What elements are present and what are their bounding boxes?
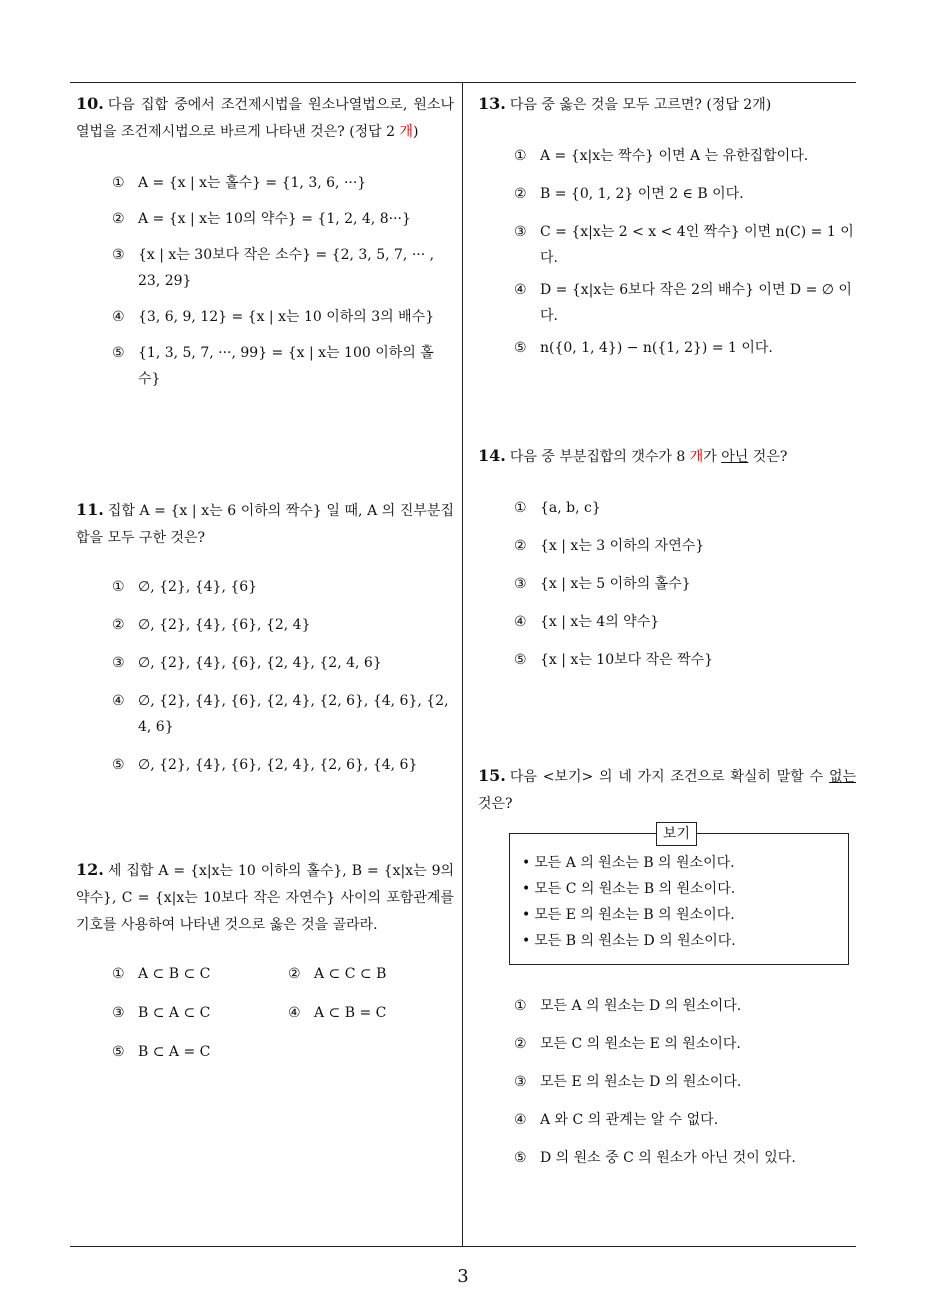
- answer-options: [112, 170, 454, 392]
- top-rule: [70, 82, 856, 83]
- question-11-prompt: 11. 집합 A = {x | x는 6 이하의 짝수} 일 때, A 의 진부분집합을 모두 구한 것은?: [76, 500, 454, 546]
- answer-option-3[interactable]: ③ ∅, {2}, {4}, {6}, {2, 4}, {2, 4, 6}: [112, 655, 382, 671]
- answer-options: [112, 961, 454, 1065]
- answer-options: [112, 574, 454, 778]
- question-11: [76, 496, 454, 778]
- answer-option-2[interactable]: ② {x | x는 3 이하의 자연수}: [514, 538, 705, 554]
- answer-option-3[interactable]: ③ C = {x|x는 2 < x < 4인 짝수} 이면 n(C) = 1 이다.: [514, 224, 854, 266]
- answer-option-5[interactable]: ⑤ {x | x는 10보다 작은 짝수}: [514, 652, 714, 668]
- question-number: 13.: [478, 94, 506, 113]
- answer-option-4[interactable]: ④ {x | x는 4의 약수}: [514, 614, 660, 630]
- question-14: [478, 442, 856, 673]
- answer-option-3[interactable]: ③ {x | x는 5 이하의 홀수}: [514, 576, 691, 592]
- question-10-prompt: 10. 다음 집합 중에서 조건제시법을 원소나열법으로, 원소나열법을 조건제시법으로 바르게 나타낸 것은? (정답 2 개): [76, 94, 454, 140]
- question-number: 15.: [478, 766, 506, 785]
- answer-options: [514, 495, 856, 673]
- answer-option-3[interactable]: ③ 모든 E 의 원소는 D 의 원소이다.: [514, 1074, 742, 1090]
- answer-option-5[interactable]: ⑤ n({0, 1, 4}) − n({1, 2}) = 1 이다.: [514, 340, 773, 356]
- answer-option-2[interactable]: ② A ⊂ C ⊂ B: [288, 966, 387, 982]
- page-number: 3: [457, 1266, 469, 1287]
- answer-option-1[interactable]: ① A = {x|x는 짝수} 이면 A 는 유한집합이다.: [514, 148, 809, 164]
- bogi-condition: • 모든 C 의 원소는 B 의 원소이다.: [522, 876, 848, 902]
- answer-option-2[interactable]: ② 모든 C 의 원소는 E 의 원소이다.: [514, 1036, 741, 1052]
- answer-option-2[interactable]: ② B = {0, 1, 2} 이면 2 ∈ B 이다.: [514, 186, 744, 202]
- answer-option-2[interactable]: ② ∅, {2}, {4}, {6}, {2, 4}: [112, 617, 311, 633]
- answer-option-3[interactable]: ③ {x | x는 30보다 작은 소수} = {2, 3, 5, 7, ··· , 23, 29}: [112, 247, 435, 289]
- bogi-title: 보기: [656, 822, 697, 846]
- bogi-condition: • 모든 E 의 원소는 B 의 원소이다.: [522, 902, 848, 928]
- answer-option-5[interactable]: ⑤ B ⊂ A = C: [112, 1044, 211, 1060]
- answer-option-4[interactable]: ④ A ⊂ B = C: [288, 1005, 387, 1021]
- question-13: [478, 90, 856, 361]
- answer-option-4[interactable]: ④ D = {x|x는 6보다 작은 2의 배수} 이면 D = ∅ 이다.: [514, 282, 852, 324]
- answer-option-4[interactable]: ④ ∅, {2}, {4}, {6}, {2, 4}, {2, 6}, {4, 6}, {2, 4, 6}: [112, 693, 449, 735]
- bogi-conditions: [510, 834, 848, 954]
- answer-option-3[interactable]: ③ B ⊂ A ⊂ C: [112, 1005, 211, 1021]
- answer-option-5[interactable]: ⑤ D 의 원소 중 C 의 원소가 아닌 것이 있다.: [514, 1150, 796, 1166]
- answer-option-1[interactable]: ① {a, b, c}: [514, 500, 601, 516]
- question-12: [76, 856, 454, 1065]
- answer-option-1[interactable]: ① ∅, {2}, {4}, {6}: [112, 579, 258, 595]
- bottom-rule: [70, 1246, 856, 1247]
- question-13-prompt: 13. 다음 중 옳은 것을 모두 고르면? (정답 2개): [478, 94, 772, 113]
- question-number: 12.: [76, 860, 104, 879]
- answer-option-2[interactable]: ② A = {x | x는 10의 약수} = {1, 2, 4, 8···}: [112, 211, 411, 227]
- answer-option-1[interactable]: ① A ⊂ B ⊂ C: [112, 966, 211, 982]
- question-14-prompt: 14. 다음 중 부분집합의 갯수가 8 개가 아닌 것은?: [478, 446, 788, 465]
- question-15-prompt: 15. 다음 <보기> 의 네 가지 조건으로 확실히 말할 수 없는 것은?: [478, 766, 856, 812]
- question-10: [76, 90, 454, 392]
- column-divider: [462, 82, 463, 1246]
- answer-options: [514, 143, 856, 361]
- question-number: 11.: [76, 500, 104, 519]
- bogi-condition: • 모든 B 의 원소는 D 의 원소이다.: [522, 928, 848, 954]
- answer-option-5[interactable]: ⑤ ∅, {2}, {4}, {6}, {2, 4}, {2, 6}, {4, 6}: [112, 757, 418, 773]
- bogi-condition: • 모든 A 의 원소는 B 의 원소이다.: [522, 850, 848, 876]
- answer-option-1[interactable]: ① 모든 A 의 원소는 D 의 원소이다.: [514, 998, 742, 1014]
- answer-option-1[interactable]: ① A = {x | x는 홀수} = {1, 3, 6, ···}: [112, 175, 367, 191]
- question-15: [478, 762, 856, 818]
- answer-option-4[interactable]: ④ A 와 C 의 관계는 알 수 없다.: [514, 1112, 719, 1128]
- question-15-answers: [478, 993, 856, 1171]
- question-number: 14.: [478, 446, 506, 465]
- answer-option-5[interactable]: ⑤ {1, 3, 5, 7, ···, 99} = {x | x는 100 이하의 홀수}: [112, 345, 434, 387]
- bogi-box: [509, 826, 849, 965]
- question-12-prompt: 12. 세 집합 A = {x|x는 10 이하의 홀수}, B = {x|x는 9의 약수}, C = {x|x는 10보다 작은 자연수} 사이의 포함관계를 기호를 사용하여 나타낸 것으로 옳은 것을 골라라.: [76, 860, 454, 933]
- answer-options: [514, 993, 856, 1171]
- question-number: 10.: [76, 94, 104, 113]
- answer-option-4[interactable]: ④ {3, 6, 9, 12} = {x | x는 10 이하의 3의 배수}: [112, 309, 435, 325]
